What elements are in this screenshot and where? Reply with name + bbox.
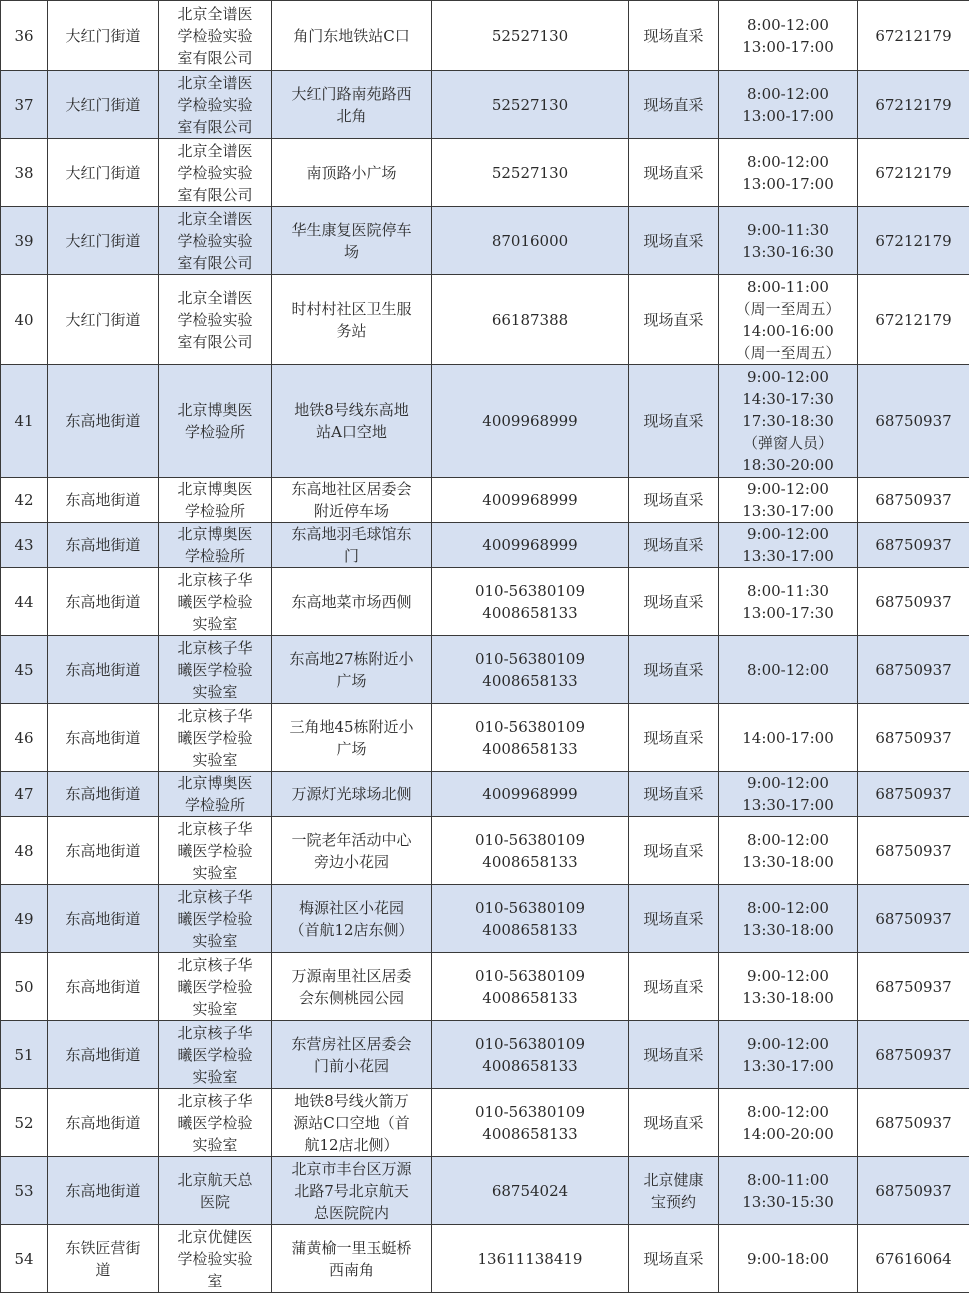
institution-cell: 北京核子华 曦医学检验 实验室 <box>159 704 272 772</box>
row-number: 42 <box>1 478 48 523</box>
table-row <box>1 704 969 772</box>
phone-cell: 010-56380109 4008658133 <box>432 1089 629 1157</box>
street-cell: 东高地街道 <box>48 478 159 523</box>
street-cell: 东高地街道 <box>48 365 159 478</box>
phone-cell: 52527130 <box>432 1 629 71</box>
contact-cell: 67212179 <box>858 275 969 365</box>
location-cell: 大红门路南苑路西 北角 <box>272 71 432 139</box>
row-number: 49 <box>1 885 48 953</box>
location-cell: 东高地社区居委会 附近停车场 <box>272 478 432 523</box>
location-cell: 东高地羽毛球馆东 门 <box>272 523 432 568</box>
row-number: 46 <box>1 704 48 772</box>
location-cell: 三角地45栋附近小 广场 <box>272 704 432 772</box>
table-row <box>1 1157 969 1225</box>
hours-cell: 8:00-11:30 13:00-17:30 <box>719 568 858 636</box>
table-row <box>1 885 969 953</box>
method-cell: 北京健康 宝预约 <box>629 1157 719 1225</box>
street-cell: 大红门街道 <box>48 207 159 275</box>
hours-cell: 9:00-12:00 13:30-17:00 <box>719 1021 858 1089</box>
street-cell: 东高地街道 <box>48 953 159 1021</box>
institution-cell: 北京核子华 曦医学检验 实验室 <box>159 1089 272 1157</box>
row-number: 54 <box>1 1225 48 1293</box>
location-cell: 地铁8号线火箭万 源站C口空地（首 航12店北侧） <box>272 1089 432 1157</box>
hours-cell: 9:00-12:00 13:30-17:00 <box>719 772 858 817</box>
method-cell: 现场直采 <box>629 478 719 523</box>
phone-cell: 4009968999 <box>432 365 629 478</box>
row-number: 36 <box>1 1 48 71</box>
hours-cell: 8:00-12:00 14:00-20:00 <box>719 1089 858 1157</box>
street-cell: 东高地街道 <box>48 1089 159 1157</box>
row-number: 51 <box>1 1021 48 1089</box>
street-cell: 大红门街道 <box>48 71 159 139</box>
location-cell: 梅源社区小花园 （首航12店东侧） <box>272 885 432 953</box>
institution-cell: 北京博奥医 学检验所 <box>159 523 272 568</box>
street-cell: 大红门街道 <box>48 275 159 365</box>
phone-cell: 87016000 <box>432 207 629 275</box>
location-cell: 地铁8号线东高地 站A口空地 <box>272 365 432 478</box>
location-cell: 万源南里社区居委 会东侧桃园公园 <box>272 953 432 1021</box>
table-row <box>1 365 969 478</box>
table-row <box>1 772 969 817</box>
location-cell: 角门东地铁站C口 <box>272 1 432 71</box>
phone-cell: 010-56380109 4008658133 <box>432 636 629 704</box>
street-cell: 东高地街道 <box>48 568 159 636</box>
street-cell: 大红门街道 <box>48 1 159 71</box>
location-cell: 东高地菜市场西侧 <box>272 568 432 636</box>
contact-cell: 67616064 <box>858 1225 969 1293</box>
method-cell: 现场直采 <box>629 71 719 139</box>
method-cell: 现场直采 <box>629 636 719 704</box>
location-cell: 东高地27栋附近小 广场 <box>272 636 432 704</box>
phone-cell: 68754024 <box>432 1157 629 1225</box>
hours-cell: 9:00-12:00 13:30-18:00 <box>719 953 858 1021</box>
location-cell: 一院老年活动中心 旁边小花园 <box>272 817 432 885</box>
phone-cell: 13611138419 <box>432 1225 629 1293</box>
table-row <box>1 953 969 1021</box>
contact-cell: 67212179 <box>858 1 969 71</box>
street-cell: 东高地街道 <box>48 885 159 953</box>
institution-cell: 北京全谱医 学检验实验 室有限公司 <box>159 1 272 71</box>
hours-cell: 9:00-12:00 13:30-17:00 <box>719 523 858 568</box>
street-cell: 东高地街道 <box>48 772 159 817</box>
phone-cell: 52527130 <box>432 139 629 207</box>
institution-cell: 北京核子华 曦医学检验 实验室 <box>159 953 272 1021</box>
row-number: 44 <box>1 568 48 636</box>
table-row <box>1 207 969 275</box>
table-row <box>1 1021 969 1089</box>
method-cell: 现场直采 <box>629 1225 719 1293</box>
institution-cell: 北京全谱医 学检验实验 室有限公司 <box>159 275 272 365</box>
phone-cell: 010-56380109 4008658133 <box>432 568 629 636</box>
row-number: 40 <box>1 275 48 365</box>
location-cell: 南顶路小广场 <box>272 139 432 207</box>
row-number: 53 <box>1 1157 48 1225</box>
location-cell: 华生康复医院停车 场 <box>272 207 432 275</box>
contact-cell: 68750937 <box>858 478 969 523</box>
street-cell: 东高地街道 <box>48 817 159 885</box>
hours-cell: 9:00-12:00 13:30-17:00 <box>719 478 858 523</box>
institution-cell: 北京全谱医 学检验实验 室有限公司 <box>159 139 272 207</box>
hours-cell: 8:00-12:00 13:30-18:00 <box>719 885 858 953</box>
hours-cell: 8:00-12:00 13:30-18:00 <box>719 817 858 885</box>
institution-cell: 北京优健医 学检验实验 室 <box>159 1225 272 1293</box>
institution-cell: 北京核子华 曦医学检验 实验室 <box>159 636 272 704</box>
phone-cell: 4009968999 <box>432 523 629 568</box>
institution-cell: 北京核子华 曦医学检验 实验室 <box>159 568 272 636</box>
table-row <box>1 568 969 636</box>
contact-cell: 67212179 <box>858 139 969 207</box>
contact-cell: 68750937 <box>858 1021 969 1089</box>
hours-cell: 8:00-12:00 13:00-17:00 <box>719 71 858 139</box>
phone-cell: 010-56380109 4008658133 <box>432 817 629 885</box>
phone-cell: 4009968999 <box>432 772 629 817</box>
contact-cell: 68750937 <box>858 953 969 1021</box>
phone-cell: 66187388 <box>432 275 629 365</box>
table-row <box>1 817 969 885</box>
table-row <box>1 1225 969 1293</box>
row-number: 37 <box>1 71 48 139</box>
hours-cell: 14:00-17:00 <box>719 704 858 772</box>
hours-cell: 8:00-11:00 13:30-15:30 <box>719 1157 858 1225</box>
row-number: 52 <box>1 1089 48 1157</box>
hours-cell: 8:00-11:00 （周一至周五） 14:00-16:00 （周一至周五） <box>719 275 858 365</box>
street-cell: 东高地街道 <box>48 636 159 704</box>
contact-cell: 67212179 <box>858 207 969 275</box>
contact-cell: 68750937 <box>858 1157 969 1225</box>
method-cell: 现场直采 <box>629 817 719 885</box>
institution-cell: 北京博奥医 学检验所 <box>159 365 272 478</box>
row-number: 39 <box>1 207 48 275</box>
hours-cell: 9:00-12:00 14:30-17:30 17:30-18:30 （弹窗人员） 18:30-20:00 <box>719 365 858 478</box>
contact-cell: 68750937 <box>858 817 969 885</box>
table-row <box>1 275 969 365</box>
phone-cell: 010-56380109 4008658133 <box>432 704 629 772</box>
method-cell: 现场直采 <box>629 953 719 1021</box>
institution-cell: 北京博奥医 学检验所 <box>159 772 272 817</box>
institution-cell: 北京全谱医 学检验实验 室有限公司 <box>159 207 272 275</box>
table-row <box>1 71 969 139</box>
row-number: 48 <box>1 817 48 885</box>
row-number: 50 <box>1 953 48 1021</box>
phone-cell: 010-56380109 4008658133 <box>432 953 629 1021</box>
contact-cell: 68750937 <box>858 772 969 817</box>
row-number: 43 <box>1 523 48 568</box>
table-row <box>1 1089 969 1157</box>
row-number: 47 <box>1 772 48 817</box>
method-cell: 现场直采 <box>629 704 719 772</box>
row-number: 38 <box>1 139 48 207</box>
hours-cell: 9:00-11:30 13:30-16:30 <box>719 207 858 275</box>
row-number: 41 <box>1 365 48 478</box>
location-cell: 蒲黄榆一里玉蜓桥 西南角 <box>272 1225 432 1293</box>
institution-cell: 北京航天总 医院 <box>159 1157 272 1225</box>
institution-cell: 北京核子华 曦医学检验 实验室 <box>159 885 272 953</box>
contact-cell: 68750937 <box>858 636 969 704</box>
hours-cell: 9:00-18:00 <box>719 1225 858 1293</box>
phone-cell: 010-56380109 4008658133 <box>432 885 629 953</box>
table-row <box>1 478 969 523</box>
contact-cell: 68750937 <box>858 704 969 772</box>
table-row <box>1 523 969 568</box>
contact-cell: 68750937 <box>858 1089 969 1157</box>
hours-cell: 8:00-12:00 13:00-17:00 <box>719 139 858 207</box>
location-cell: 时村村社区卫生服 务站 <box>272 275 432 365</box>
contact-cell: 68750937 <box>858 365 969 478</box>
institution-cell: 北京全谱医 学检验实验 室有限公司 <box>159 71 272 139</box>
method-cell: 现场直采 <box>629 1021 719 1089</box>
hours-cell: 8:00-12:00 <box>719 636 858 704</box>
method-cell: 现场直采 <box>629 1089 719 1157</box>
street-cell: 东高地街道 <box>48 704 159 772</box>
hours-cell: 8:00-12:00 13:00-17:00 <box>719 1 858 71</box>
location-cell: 东营房社区居委会 门前小花园 <box>272 1021 432 1089</box>
street-cell: 东铁匠营街 道 <box>48 1225 159 1293</box>
institution-cell: 北京博奥医 学检验所 <box>159 478 272 523</box>
table-row <box>1 1 969 71</box>
method-cell: 现场直采 <box>629 885 719 953</box>
method-cell: 现场直采 <box>629 568 719 636</box>
method-cell: 现场直采 <box>629 772 719 817</box>
method-cell: 现场直采 <box>629 365 719 478</box>
phone-cell: 52527130 <box>432 71 629 139</box>
method-cell: 现场直采 <box>629 1 719 71</box>
institution-cell: 北京核子华 曦医学检验 实验室 <box>159 1021 272 1089</box>
phone-cell: 010-56380109 4008658133 <box>432 1021 629 1089</box>
contact-cell: 67212179 <box>858 71 969 139</box>
method-cell: 现场直采 <box>629 207 719 275</box>
method-cell: 现场直采 <box>629 139 719 207</box>
phone-cell: 4009968999 <box>432 478 629 523</box>
street-cell: 东高地街道 <box>48 1157 159 1225</box>
street-cell: 东高地街道 <box>48 523 159 568</box>
contact-cell: 68750937 <box>858 523 969 568</box>
location-cell: 万源灯光球场北侧 <box>272 772 432 817</box>
method-cell: 现场直采 <box>629 523 719 568</box>
street-cell: 东高地街道 <box>48 1021 159 1089</box>
street-cell: 大红门街道 <box>48 139 159 207</box>
contact-cell: 68750937 <box>858 568 969 636</box>
table-row <box>1 636 969 704</box>
location-cell: 北京市丰台区万源 北路7号北京航天 总医院院内 <box>272 1157 432 1225</box>
row-number: 45 <box>1 636 48 704</box>
contact-cell: 68750937 <box>858 885 969 953</box>
institution-cell: 北京核子华 曦医学检验 实验室 <box>159 817 272 885</box>
table-row <box>1 139 969 207</box>
method-cell: 现场直采 <box>629 275 719 365</box>
